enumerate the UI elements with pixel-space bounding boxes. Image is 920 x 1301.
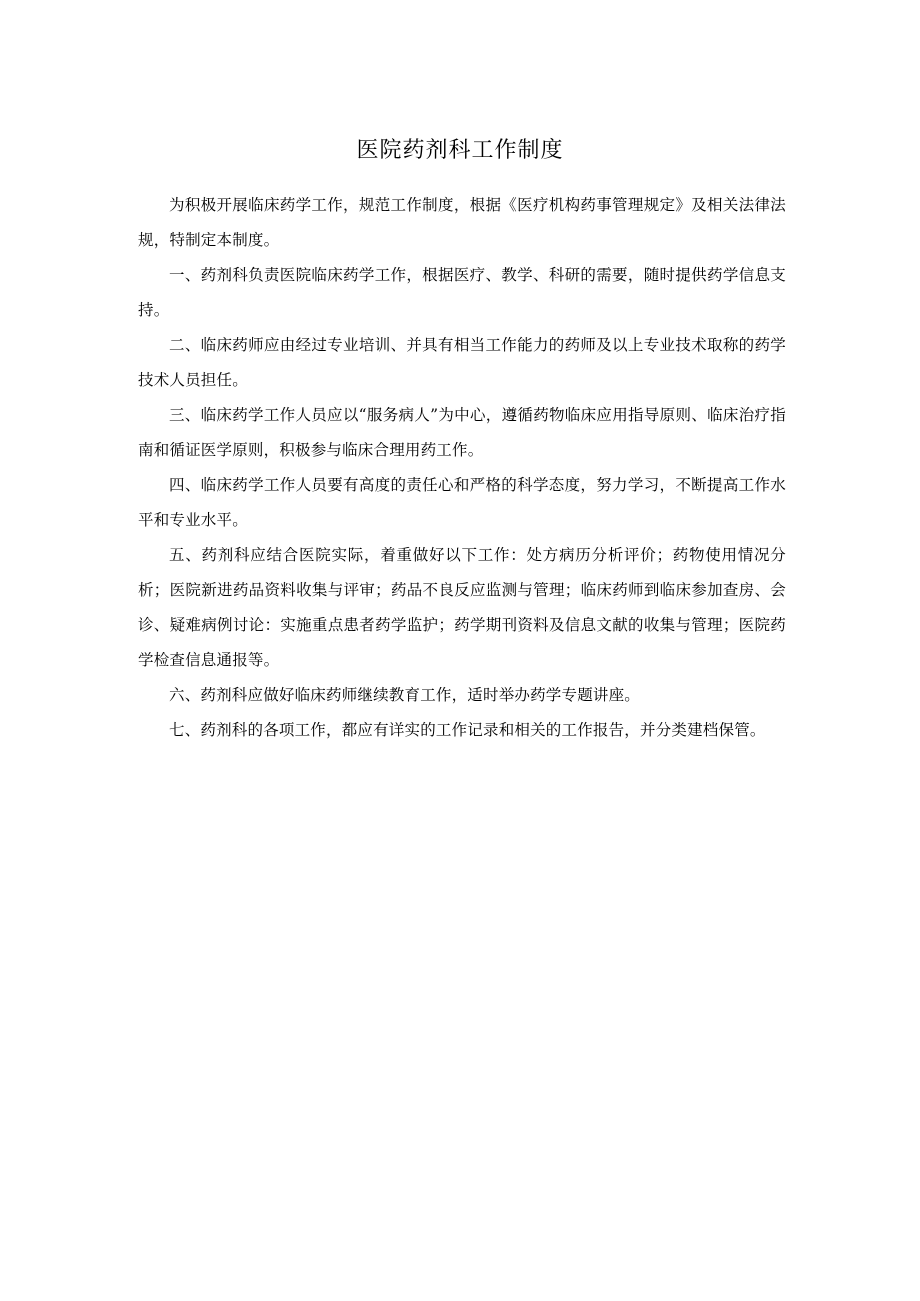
document-title: 医院药剂科工作制度 (356, 138, 564, 163)
paragraph-intro: 为积极开展临床药学工作，规范工作制度，根据《医疗机构药事管理规定》及相关法律法规，特制定本制度。 (138, 196, 786, 249)
paragraph-item-2: 二、临床药师应由经过专业培训、并具有相当工作能力的药师及以上专业技术取称的药学技术人员担任。 (138, 336, 786, 389)
paragraph-item-1: 一、药剂科负责医院临床药学工作，根据医疗、教学、科研的需要，随时提供药学信息支持。 (138, 266, 786, 319)
paragraph-item-4: 四、临床药学工作人员要有高度的责任心和严格的科学态度，努力学习，不断提高工作水平和专业水平。 (138, 476, 786, 529)
paragraph-item-5: 五、药剂科应结合医院实际，着重做好以下工作：处方病历分析评价；药物使用情况分析；医院新进药品资料收集与评审；药品不良反应监测与管理；临床药师到临床参加查房、会诊、疑难病例讨论：实施重点患者药学监护；药学期刊资料及信息文献的收集与管理；医院药学检查信息通报等。 (138, 546, 786, 669)
paragraph-item-7: 七、药剂科的各项工作，都应有详实的工作记录和相关的工作报告，并分类建档保管。 (169, 721, 766, 739)
paragraph-item-3: 三、临床药学工作人员应以“服务病人”为中心，遵循药物临床应用指导原则、临床治疗指南和循证医学原则，积极参与临床合理用药工作。 (138, 406, 786, 459)
paragraph-item-6: 六、药剂科应做好临床药师继续教育工作，适时举办药学专题讲座。 (169, 686, 641, 704)
document-body (138, 188, 786, 748)
